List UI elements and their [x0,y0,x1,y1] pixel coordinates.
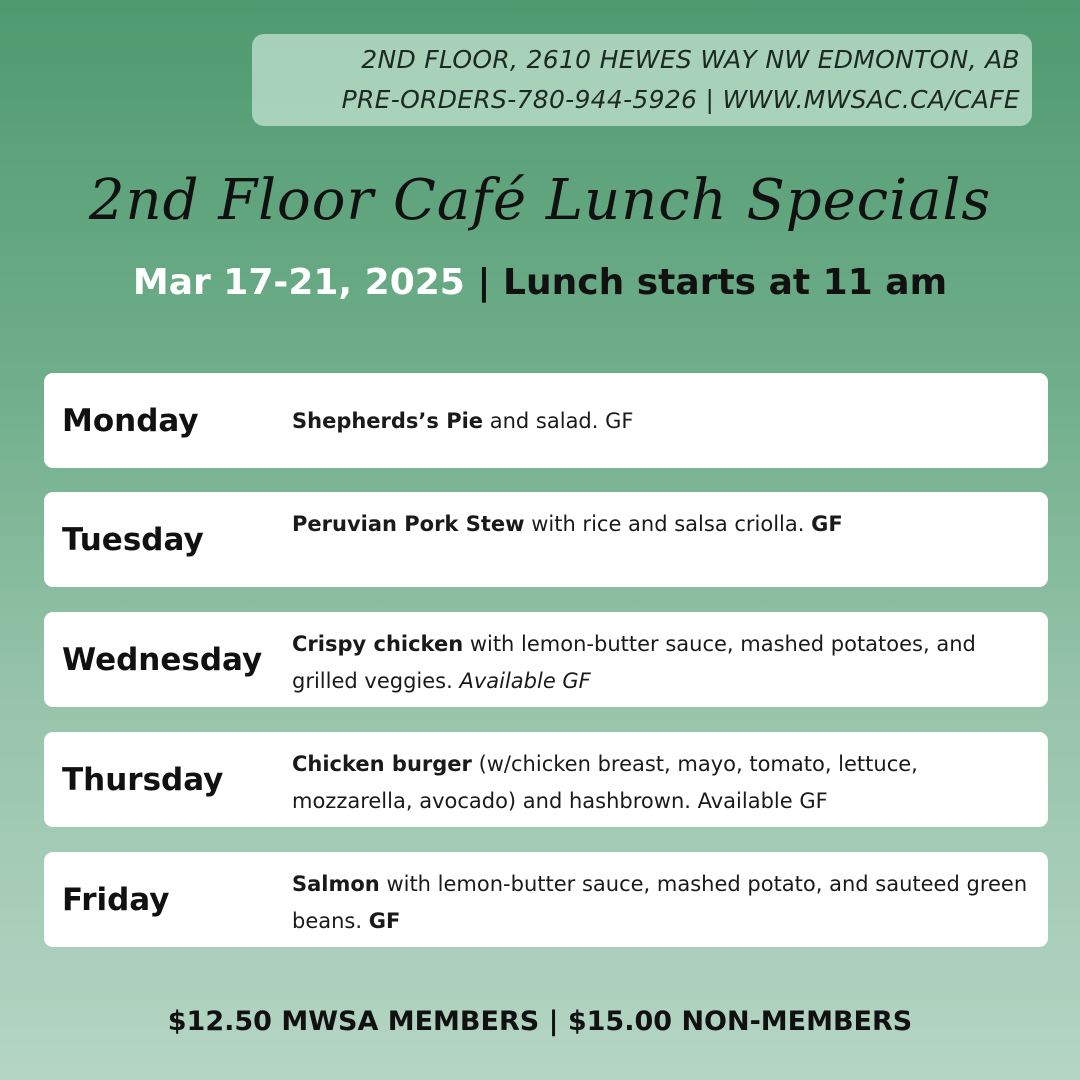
day-label: Wednesday [62,641,263,678]
menu-card-monday [44,373,1048,468]
menu-card-friday [44,852,1048,947]
day-label: Thursday [62,761,224,798]
address-line: 2ND FLOOR, 2610 HEWES WAY NW EDMONTON, AB [361,45,1020,74]
dish-name: Chicken burger [292,752,472,776]
price-line: $12.50 MWSA MEMBERS | $15.00 NON-MEMBERS [167,1006,913,1037]
dish-details: with rice and salsa criolla. [524,512,812,536]
dish-name: Peruvian Pork Stew [292,512,525,536]
dish-details: and salad. GF [483,409,634,433]
gf-tag: GF [811,512,843,536]
address-box [252,34,1032,126]
dish-name: Salmon [292,872,380,896]
day-label: Tuesday [62,521,204,558]
date-range: Mar 17-21, 2025 [132,262,465,303]
dish-description [292,506,1032,543]
dish-description [292,746,1032,820]
day-label: Friday [62,881,170,918]
dish-name: Crispy chicken [292,632,464,656]
gf-note: Available GF [459,669,591,693]
page-title: 2nd Floor Café Lunch Specials [88,168,992,233]
menu-card-wednesday [44,612,1048,707]
lunch-time: | Lunch starts at 11 am [464,262,948,303]
dish-details: with lemon-butter sauce, mashed potatoes, and grilled veggies. [292,632,976,693]
dish-description [292,403,1032,440]
dish-description [292,866,1032,940]
menu-card-tuesday [44,492,1048,587]
subtitle [0,262,1080,303]
preorder-contact-line: PRE-ORDERS-780-944-5926 | WWW.MWSAC.CA/CAFE [341,85,1020,114]
dish-details: with lemon-butter sauce, mashed potato, and sauteed green beans. [292,872,1028,933]
day-label: Monday [62,402,199,439]
dish-name: Shepherds’s Pie [292,409,484,433]
dish-description [292,626,1032,700]
dish-details: (w/chicken breast, mayo, tomato, lettuce, mozzarella, avocado) and hashbrown. Available GF [292,752,918,813]
menu-card-thursday [44,732,1048,827]
gf-tag: GF [368,909,401,933]
